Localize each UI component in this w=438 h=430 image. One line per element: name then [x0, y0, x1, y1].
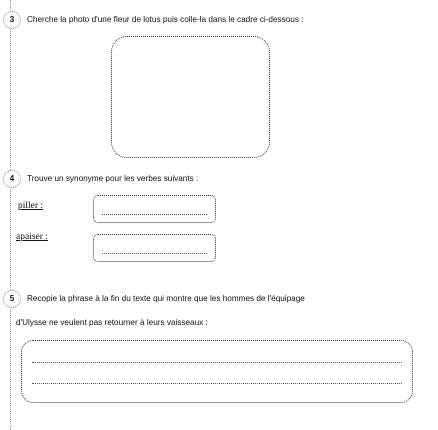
question-4-number: 4 [3, 170, 21, 188]
synonym-box-apaiser[interactable] [93, 234, 216, 262]
answer-line [102, 253, 207, 254]
answer-box[interactable] [21, 340, 413, 403]
verb-label-piller: piller : [18, 201, 44, 211]
answer-line [102, 214, 207, 215]
question-3-text: Cherche la photo d'une fleur de lotus puis colle-la dans le cadre ci-dessous : [27, 15, 304, 24]
verb-label-apaiser: apaiser : [16, 232, 48, 242]
question-5-text-line2: d'Ulysse ne veulent pas retourner à leurs vaisseaux : [16, 318, 208, 327]
margin-line [10, 0, 11, 430]
photo-frame[interactable] [111, 36, 270, 158]
question-5-number: 5 [3, 290, 21, 308]
answer-line [32, 383, 402, 384]
question-5-text-line1: Recopie la phrase à la fin du texte qui montre que les hommes de l'équipage [27, 294, 305, 303]
answer-line [32, 362, 402, 363]
synonym-box-piller[interactable] [93, 195, 216, 223]
question-3-number: 3 [3, 11, 21, 29]
question-4-text: Trouve un synonyme pour les verbes suivants : [27, 174, 199, 183]
